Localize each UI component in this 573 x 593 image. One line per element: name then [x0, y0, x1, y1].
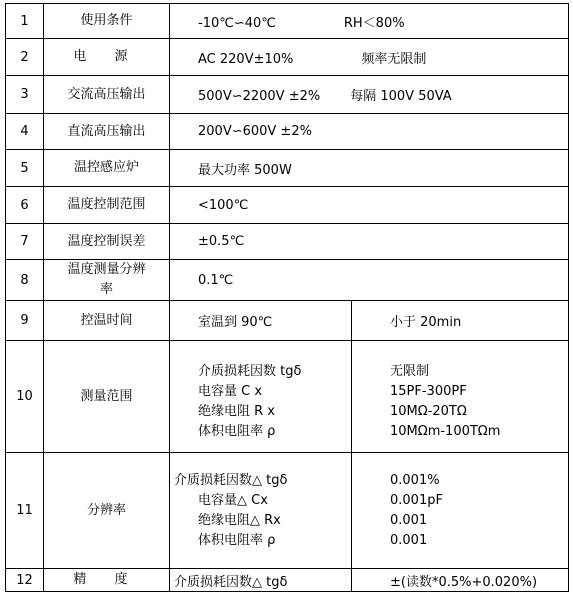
table-row: [6, 341, 569, 453]
accuracy-value: ±(读数*0.5%+0.020%): [352, 569, 569, 592]
row-label: 分辨率: [44, 453, 170, 569]
row-number: 6: [6, 187, 44, 224]
row-value: <100℃: [170, 187, 569, 224]
row-number: 4: [6, 114, 44, 150]
param-value: 0.001pF: [390, 492, 443, 508]
measurement-values: [352, 341, 569, 453]
row-number: 5: [6, 150, 44, 187]
param-label: 体积电阻率 ρ: [198, 532, 276, 548]
row-value: 室温到 90℃: [170, 301, 352, 341]
row-value: 0.1℃: [170, 260, 569, 301]
table-row: [6, 39, 569, 76]
row-value: 200V∽600V ±2%: [170, 114, 569, 150]
row-value: 最大功率 500W: [170, 150, 569, 187]
row-number: 9: [6, 301, 44, 341]
value-secondary: 频率无限制: [361, 51, 427, 67]
value-primary: AC 220V±10%: [198, 51, 294, 67]
table-row: [6, 260, 569, 301]
table-row: [6, 224, 569, 260]
param-value: 0.001: [390, 512, 428, 528]
row-label: 控温时间: [44, 301, 170, 341]
row-label: 测量范围: [44, 341, 170, 453]
value-secondary: 每隔 100V 50VA: [350, 89, 452, 104]
row-value-secondary: 小于 20min: [352, 301, 569, 341]
row-value: [170, 76, 569, 114]
row-label: [44, 260, 170, 301]
param-label: 介质损耗因数△ tgδ: [174, 472, 288, 488]
accuracy-label: 介质损耗因数△ tgδ: [170, 569, 352, 592]
value-secondary: RH＜80%: [343, 15, 405, 31]
resolution-values: [352, 453, 569, 569]
row-label: 精 度: [44, 569, 170, 592]
row-label-line-2: 率: [99, 282, 113, 297]
table-row: [6, 114, 569, 150]
row-label: 电 源: [44, 39, 170, 76]
table-row: [6, 76, 569, 114]
row-label: 温度控制范围: [44, 187, 170, 224]
row-number: 7: [6, 224, 44, 260]
table-row: [6, 187, 569, 224]
row-number: 8: [6, 260, 44, 301]
param-label: 绝缘电阻 R x: [198, 403, 275, 419]
table-row: [6, 301, 569, 341]
row-number: 11: [6, 453, 44, 569]
spec-table: [5, 3, 569, 592]
row-value: [170, 4, 569, 39]
row-label: 交流高压输出: [44, 76, 170, 114]
row-label: 直流高压输出: [44, 114, 170, 150]
measurement-labels: [170, 341, 352, 453]
param-label: 介质损耗因数 tgδ: [198, 363, 302, 379]
row-number: 12: [6, 569, 44, 592]
table-row: [6, 150, 569, 187]
row-label: 温控感应炉: [44, 150, 170, 187]
param-label: 绝缘电阻△ Rx: [198, 512, 281, 528]
param-value: 15PF-300PF: [390, 383, 467, 399]
param-value: 0.001%: [390, 472, 440, 488]
table-row: [6, 569, 569, 592]
row-label-line-1: 温度测量分辨: [67, 262, 146, 277]
table-row: [6, 453, 569, 569]
value-primary: -10℃∽40℃: [198, 15, 276, 31]
param-value: 无限制: [390, 363, 430, 379]
row-number: 3: [6, 76, 44, 114]
param-value: 10MΩ-20TΩ: [390, 403, 467, 419]
param-value: 0.001: [390, 532, 428, 548]
resolution-labels: [170, 453, 352, 569]
param-label: 电容量 C x: [198, 383, 263, 399]
row-label: 使用条件: [44, 4, 170, 39]
param-value: 10MΩm-100TΩm: [390, 423, 501, 439]
param-label: 电容量△ Cx: [198, 492, 268, 508]
row-number: 2: [6, 39, 44, 76]
row-number: 1: [6, 4, 44, 39]
row-value: [170, 39, 569, 76]
row-value: ±0.5℃: [170, 224, 569, 260]
table-row: [6, 4, 569, 39]
row-number: 10: [6, 341, 44, 453]
row-label: 温度控制误差: [44, 224, 170, 260]
param-label: 体积电阻率 ρ: [198, 423, 276, 439]
value-primary: 500V∽2200V ±2%: [198, 89, 321, 104]
